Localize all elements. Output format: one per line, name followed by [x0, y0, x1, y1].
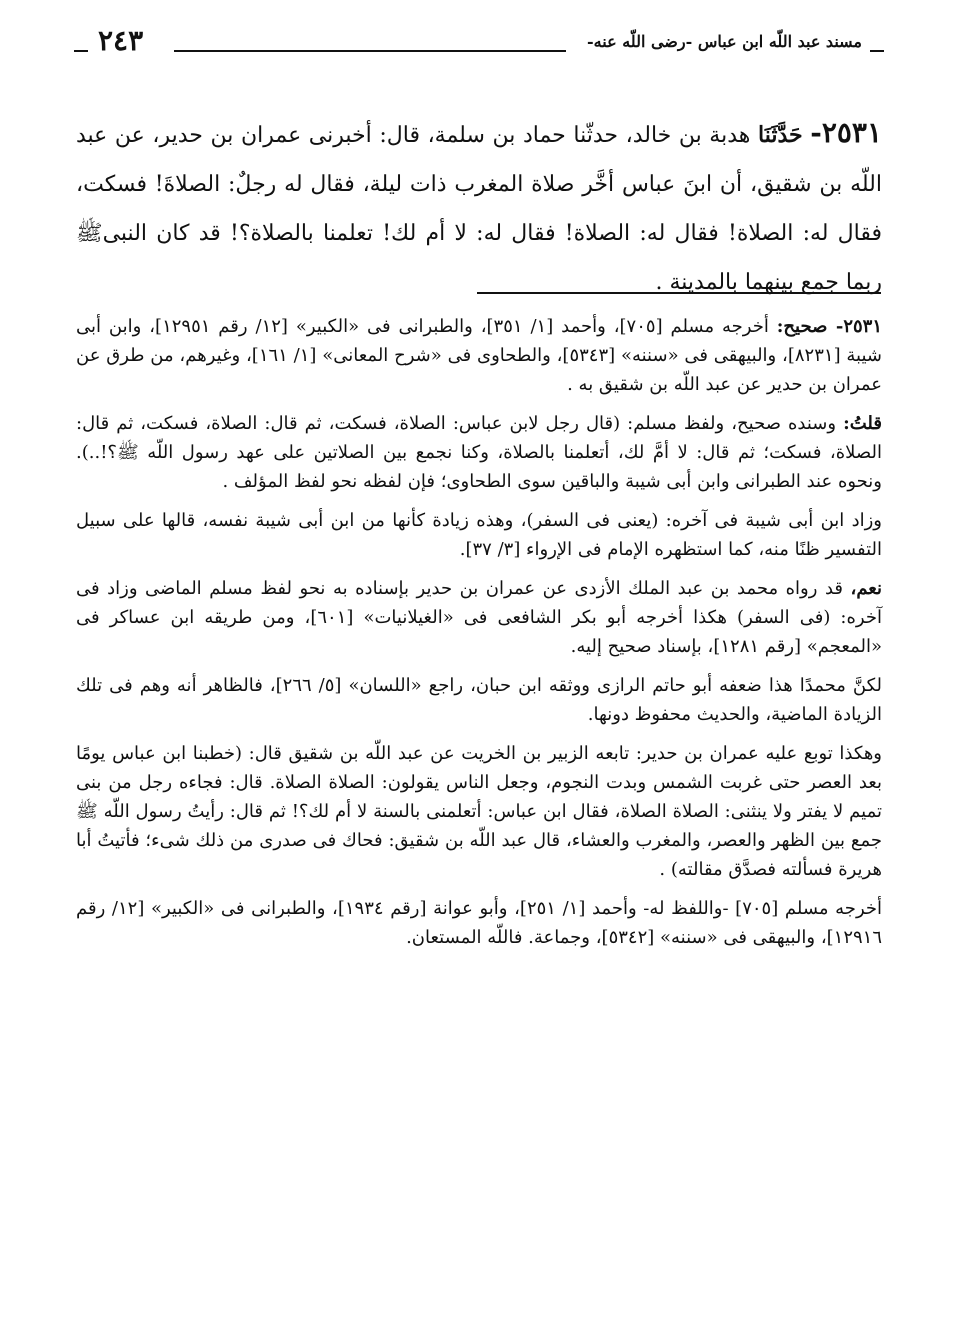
- qult-label: قلتُ:: [843, 413, 882, 434]
- header-title: مسند عبد اللّه ابن عباس -رضى اللّه عنه-: [587, 32, 862, 51]
- hadith-lead-word: حَدَّثَنَا: [757, 122, 803, 148]
- footnote-separator: [477, 292, 881, 294]
- running-header: [74, 18, 884, 68]
- lakin-text: لكنَّ محمدًا هذا ضعفه أبو حاتم الرازى ووثقه ابن حبان، راجع «اللسان» [٥/ ٢٦٦]، فالظاهر أنه وهم فى تلك الزيادة الماضية، والحديث محفوظ دونها.: [76, 675, 883, 725]
- header-rule: [174, 50, 566, 52]
- naam-text: قد رواه محمد بن عبد الملك الأزدى عن عمران بن حدير بإسناده به نحو لفظ مسلم الماضى وزاد فى آخره: (فى السفر) هكذا أخرجه أبو بكر الشافعى فى «الغيلانيات» [٦٠١]، ومن طريقه ابن عساكر فى «المعجم» [رقم ١٢٨١]، بإسناد صحيح إليه.: [76, 578, 882, 657]
- lakin-paragraph: [76, 671, 882, 729]
- header-dash-left: [74, 50, 88, 52]
- mutaba-text: وهكذا توبع عليه عمران بن حدير: تابعه الزبير بن الخريت عن عبد اللّه بن شقيق قال: (خطبنا ابن عباس يومًا بعد العصر حتى غربت الشمس وبدت النجوم، وجعل الناس يقولون: الصلاة الصلاة. قال: فجاءه رجل من بنى تميم لا يفتر ولا ينثنى: الصلاة الصلاة، فقال ابن عباس: أتعلمنى بالسنة لا أم لك؟! ثم قال: رأيتُ رسول اللّه ﷺ جمع بين الظهر والعصر، والمغرب والعشاء، قال عبد اللّه بن شقيق: فحاك فى صدرى من ذلك شىء؛ فأتيتُ أبا هريرة فسألته فصدَّق مقالته) .: [76, 743, 882, 880]
- takhrij-paragraph: [76, 312, 882, 399]
- footnotes: [76, 312, 882, 962]
- akhraja-paragraph: [76, 894, 882, 952]
- naam-paragraph: [76, 574, 882, 661]
- hadith-body: هدبة بن خالد، حدثّنا حماد بن سلمة، قال: أخبرنى عمران بن حدير، عن عبد اللّه بن شقيق، أن ابنَ عباس أخَّر صلاة المغرب ذات ليلة، فقال له رجلٌ: الصلاةَ! فسكت، فقال له: الصلاة! فقال له: الصلاة! فقال له: لا أم لك! تعلمنا بالصلاة؟! قد كان النبىﷺ ربما جمع بينهما بالمدينة .: [76, 123, 882, 295]
- hadith-text: [76, 108, 882, 307]
- ziyada-text: وزاد ابن أبى شيبة فى آخره: (يعنى فى السفر)، وهذه زيادة كأنها من ابن أبى شيبة نفسه، قالها على سبيل التفسير ظنًا منه، كما استظهره الإمام فى الإرواء [٣/ ٣٧].: [76, 510, 882, 560]
- page-number: ٢٤٣: [98, 24, 144, 57]
- qult-text: وسنده صحيح، ولفظ مسلم: (قال رجل لابن عباس: الصلاة، فسكت، ثم قال: الصلاة، فسكت، ثم قال: الصلاة، فسكت؛ ثم قال: لا أمَّ لك، أتعلمنا بالصلاة، وكنا نجمع بين الصلاتين على عهد رسول اللّه ﷺ؟!..). ونحوه عند الطبرانى وابن أبى شيبة والباقين سوى الطحاوى؛ فإن لفظه نحو لفظ المؤلف .: [76, 413, 882, 492]
- takhrij-label: ٢٥٣١- صحيح:: [776, 316, 882, 337]
- hadith-number: ٢٥٣١-: [810, 116, 882, 149]
- header-dash-right: [870, 50, 884, 52]
- naam-label: نعم،: [850, 578, 882, 599]
- mutaba-paragraph: [76, 739, 882, 884]
- qult-paragraph: [76, 409, 882, 496]
- akhraja-text: أخرجه مسلم [٧٠٥] -واللفظ له- وأحمد [١/ ٢٥١]، وأبو عوانة [رقم ١٩٣٤]، والطبرانى فى «الكبير» [١٢/ رقم ١٢٩١٦]، والبيهقى فى «سننه» [٥٣٤٢]، وجماعة. فاللّه المستعان.: [76, 898, 882, 948]
- takhrij-text: أخرجه مسلم [٧٠٥]، وأحمد [١/ ٣٥١]، والطبرانى فى «الكبير» [١٢/ رقم ١٢٩٥١]، وابن أبى شيبة [٨٢٣١]، والبيهقى فى «سننه» [٥٣٤٣]، والطحاوى فى «شرح المعانى» [١/ ١٦١]، وغيرهم، من طرق عن عمران بن حدير عن عبد اللّه بن شقيق به .: [76, 316, 882, 395]
- ziyada-paragraph: [76, 506, 882, 564]
